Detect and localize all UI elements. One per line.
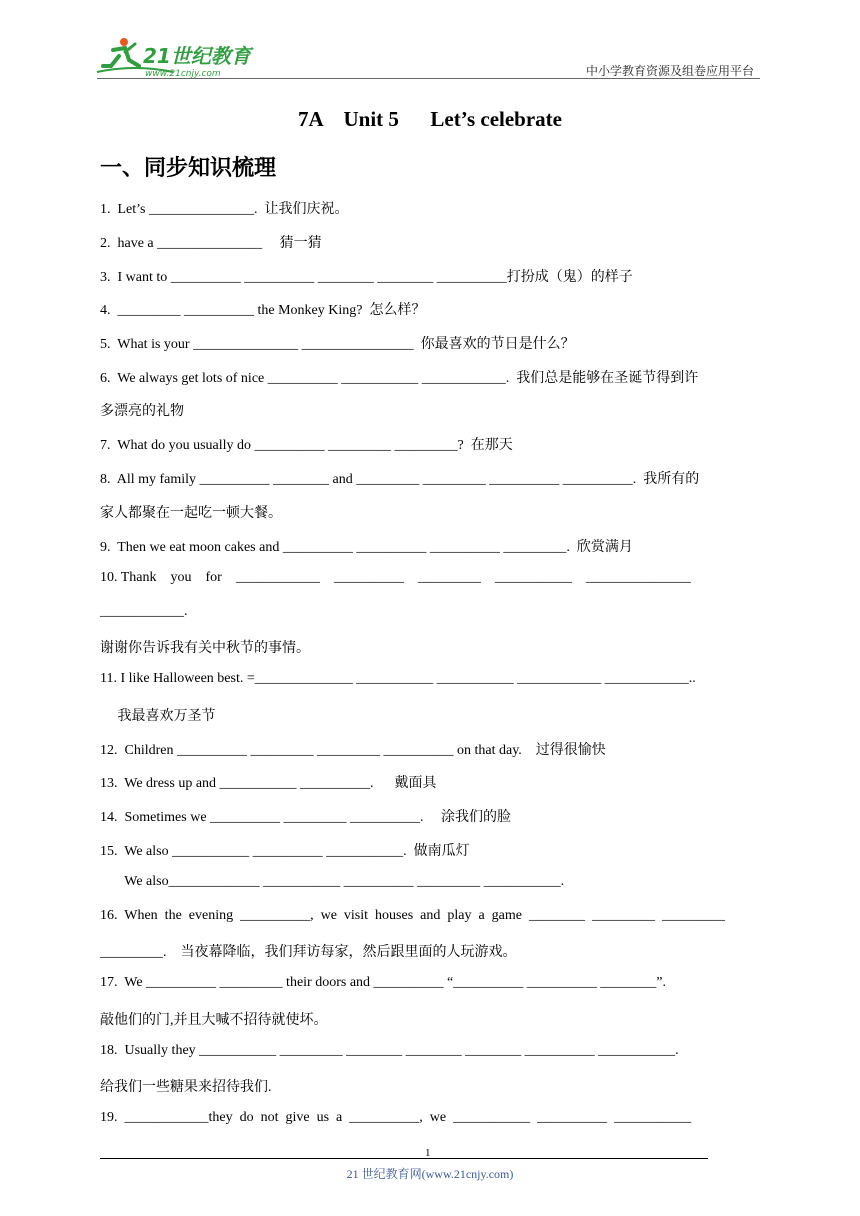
exercise-line: 5. What is your _______________ ________________ 你最喜欢的节日是什么？ — [100, 337, 575, 352]
exercise-line: 4. _________ __________ the Monkey King? 怎么样？ — [100, 303, 426, 318]
exercise-line: 给我们一些糖果来招待我们. — [100, 1080, 272, 1095]
exercise-line: 3. I want to __________ __________ ________ ________ __________打扮成（鬼）的样子 — [100, 270, 633, 285]
footer-site-link[interactable]: 21 世纪教育网(www.21cnjy.com) — [346, 1167, 514, 1181]
exercise-line: 11. I like Halloween best. =______________ ___________ ___________ ____________ ____________.. — [100, 671, 696, 686]
exercise-line: 多漂亮的礼物 — [100, 404, 184, 419]
exercise-line: 家人都聚在一起吃一顿大餐。 — [100, 506, 282, 521]
header-divider — [97, 78, 760, 79]
exercise-line: 9. Then we eat moon cakes and __________ __________ __________ _________. 欣赏满月 — [100, 540, 633, 555]
exercise-line: 我最喜欢万圣节 — [100, 709, 216, 724]
exercise-line: 15. We also ___________ __________ ___________. 做南瓜灯 — [100, 844, 470, 859]
exercise-line: 10. Thank you for ____________ __________ _________ ___________ _______________ — [100, 570, 691, 585]
exercise-line: 1. Let’s _______________. 让我们庆祝。 — [100, 202, 349, 217]
exercise-line: 7. What do you usually do __________ _________ _________? 在那天 — [100, 438, 513, 453]
exercise-line: We also_____________ ___________ __________ _________ ___________. — [100, 874, 565, 889]
page-number: 1 — [425, 1147, 431, 1159]
exercise-line: 敲他们的门,并且大喊不招待就使坏。 — [100, 1013, 328, 1028]
exercise-line: 14. Sometimes we __________ _________ __________. 涂我们的脸 — [100, 810, 512, 825]
exercise-line: 8. All my family __________ ________ and _________ _________ __________ __________. 我所有的 — [100, 472, 700, 487]
exercise-line: 16. When the evening __________, we visit houses and play a game ________ _________ _________ — [100, 908, 725, 923]
exercise-line: 2. have a _______________ 猜一猜 — [100, 236, 322, 251]
exercise-line: 17. We __________ _________ their doors and __________ “__________ __________ ________”. — [100, 975, 666, 990]
section-heading: 一、同步知识梳理 — [100, 156, 277, 181]
exercise-line: 18. Usually they ___________ _________ ________ ________ ________ __________ ___________. — [100, 1043, 679, 1058]
exercise-line: 13. We dress up and ___________ __________. 戴面具 — [100, 776, 437, 791]
exercise-line: ____________. — [100, 604, 188, 619]
page-title: 7A Unit 5 Let’s celebrate — [298, 107, 562, 131]
exercise-line: 19. ____________they do not give us a __________, we ___________ __________ ___________ — [100, 1110, 692, 1125]
logo-text: 21世纪教育 — [143, 44, 251, 68]
exercise-line: 谢谢你告诉我有关中秋节的事情。 — [100, 641, 310, 656]
exercise-line: _________. 当夜幕降临，我们拜访每家，然后跟里面的人玩游戏。 — [100, 945, 517, 960]
logo-url: www.21cnjy.com — [145, 69, 221, 79]
exercise-line: 12. Children __________ _________ _________ __________ on that day. 过得很愉快 — [100, 743, 606, 758]
exercise-line: 6. We always get lots of nice __________ ___________ ____________. 我们总是能够在圣诞节得到许 — [100, 371, 699, 386]
header-platform-text: 中小学教育资源及组卷应用平台 — [585, 64, 754, 78]
footer-divider — [100, 1158, 708, 1159]
logo — [95, 36, 255, 80]
